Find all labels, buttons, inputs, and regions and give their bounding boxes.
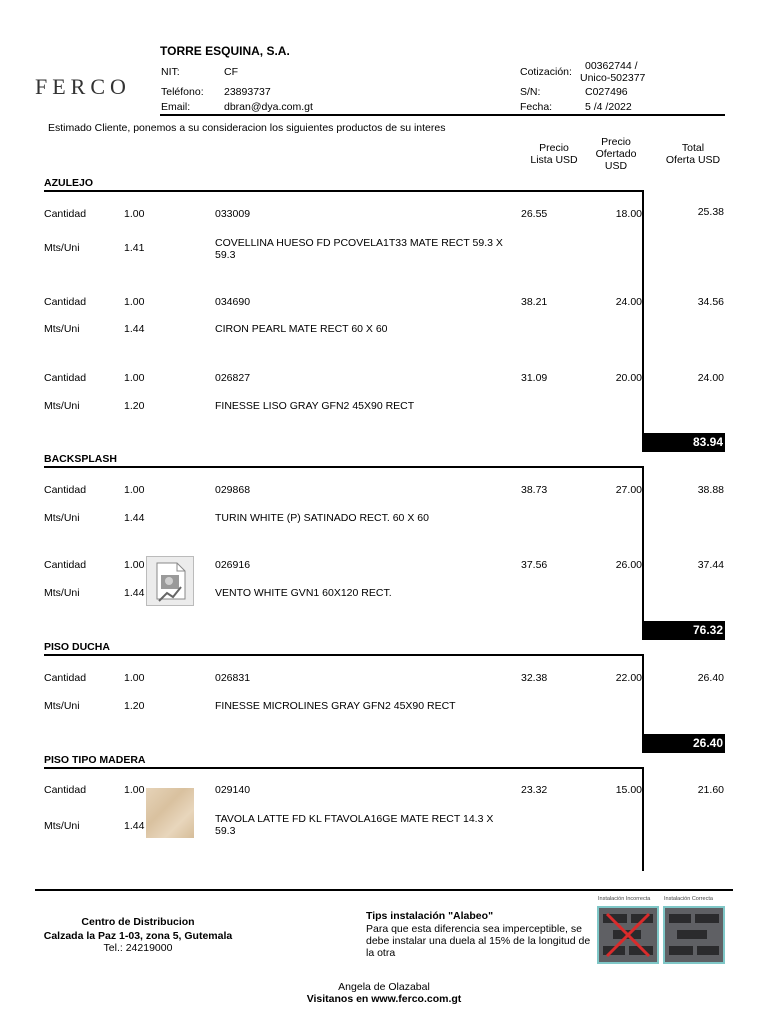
item-code: 026831 bbox=[215, 672, 251, 684]
correct-installation-image bbox=[663, 906, 725, 964]
missing-image-icon bbox=[146, 556, 194, 606]
item-list-price: 38.73 bbox=[521, 484, 548, 496]
section-vertical-rule bbox=[642, 466, 644, 621]
sales-agent: Angela de Olazabal bbox=[338, 981, 430, 993]
item-qty: 1.00 bbox=[124, 672, 145, 684]
section-vertical-rule bbox=[642, 654, 644, 734]
section-total: 83.94 bbox=[642, 433, 725, 452]
item-offer-price: 22.00 bbox=[615, 672, 642, 684]
item-code: 026827 bbox=[215, 372, 251, 384]
quantity-label: Cantidad bbox=[44, 484, 87, 496]
item-mts: 1.44 bbox=[124, 323, 145, 335]
item-list-price: 26.55 bbox=[521, 208, 548, 220]
mts-label: Mts/Uni bbox=[44, 512, 80, 524]
item-qty: 1.00 bbox=[124, 208, 145, 220]
item-qty: 1.00 bbox=[124, 372, 145, 384]
quote-value-2: Unico-502377 bbox=[580, 72, 646, 84]
item-code: 026916 bbox=[215, 559, 251, 571]
mts-label: Mts/Uni bbox=[44, 820, 80, 832]
section-total: 26.40 bbox=[642, 734, 725, 753]
section-divider bbox=[44, 190, 644, 192]
mts-label: Mts/Uni bbox=[44, 400, 80, 412]
item-code: 034690 bbox=[215, 296, 251, 308]
distribution-center-title: Centro de Distribucion bbox=[81, 916, 195, 928]
distribution-center-address: Calzada la Paz 1-03, zona 5, Gutemala bbox=[43, 930, 233, 942]
item-list-price: 37.56 bbox=[521, 559, 548, 571]
quantity-label: Cantidad bbox=[44, 296, 87, 308]
section-title: PISO DUCHA bbox=[44, 641, 110, 653]
item-total: 21.60 bbox=[697, 784, 724, 796]
item-description: FINESSE LISO GRAY GFN2 45X90 RECT bbox=[215, 400, 415, 412]
section-title: PISO TIPO MADERA bbox=[44, 754, 146, 766]
tips-wrong-label: Instalación Incorrecta bbox=[598, 896, 651, 902]
item-qty: 1.00 bbox=[124, 784, 145, 796]
section-divider bbox=[44, 466, 644, 468]
tips-title: Tips instalación "Alabeo" bbox=[366, 910, 494, 922]
item-mts: 1.41 bbox=[124, 242, 145, 254]
item-offer-price: 20.00 bbox=[615, 372, 642, 384]
tips-right-label: Instalación Correcta bbox=[664, 896, 713, 902]
item-offer-price: 15.00 bbox=[615, 784, 642, 796]
website-link: Visitanos en www.ferco.com.gt bbox=[306, 993, 462, 1005]
mts-label: Mts/Uni bbox=[44, 700, 80, 712]
item-offer-price: 18.00 bbox=[615, 208, 642, 220]
email-value: dbran@dya.com.gt bbox=[224, 101, 313, 113]
item-total: 38.88 bbox=[697, 484, 724, 496]
company-logo: FERCO bbox=[35, 74, 131, 99]
sn-value: C027496 bbox=[585, 86, 628, 98]
quote-value: 00362744 / bbox=[585, 60, 638, 72]
item-list-price: 31.09 bbox=[521, 372, 548, 384]
item-qty: 1.00 bbox=[124, 296, 145, 308]
col-list-price-line2: Lista USD bbox=[530, 154, 578, 166]
col-list-price bbox=[528, 142, 580, 166]
section-title: AZULEJO bbox=[44, 177, 94, 189]
item-total: 34.56 bbox=[697, 296, 724, 308]
col-offer-price-line1: Precio bbox=[601, 136, 631, 148]
col-total bbox=[662, 142, 724, 166]
phone-label: Teléfono: bbox=[161, 86, 204, 98]
col-offer-price-line2: Ofertado bbox=[595, 148, 637, 160]
item-qty: 1.00 bbox=[124, 559, 145, 571]
header-divider bbox=[160, 114, 725, 116]
section-vertical-rule bbox=[642, 190, 644, 433]
quote-label: Cotización: bbox=[520, 66, 572, 78]
nit-label: NIT: bbox=[161, 66, 180, 78]
quantity-label: Cantidad bbox=[44, 559, 87, 571]
item-code: 029140 bbox=[215, 784, 251, 796]
item-description: TAVOLA LATTE FD KL FTAVOLA16GE MATE RECT 14.3 X 59.3 bbox=[215, 813, 494, 837]
section-divider bbox=[44, 767, 644, 769]
col-offer-price bbox=[590, 136, 642, 172]
nit-value: CF bbox=[224, 66, 238, 78]
quantity-label: Cantidad bbox=[44, 784, 87, 796]
col-offer-price-line3: USD bbox=[604, 160, 628, 172]
item-description: VENTO WHITE GVN1 60X120 RECT. bbox=[215, 587, 392, 599]
item-qty: 1.00 bbox=[124, 484, 145, 496]
item-total: 26.40 bbox=[697, 672, 724, 684]
col-total-line2: Oferta USD bbox=[665, 154, 721, 166]
item-mts: 1.20 bbox=[124, 400, 145, 412]
col-list-price-line1: Precio bbox=[539, 142, 569, 154]
item-offer-price: 27.00 bbox=[615, 484, 642, 496]
item-total: 25.38 bbox=[697, 206, 724, 218]
item-list-price: 23.32 bbox=[521, 784, 548, 796]
tips-text: Para que esta diferencia sea imperceptible, se debe instalar una duela al 15% de la longitud de la otra bbox=[366, 923, 591, 959]
section-title: BACKSPLASH bbox=[44, 453, 117, 465]
mts-label: Mts/Uni bbox=[44, 323, 80, 335]
date-label: Fecha: bbox=[520, 101, 553, 113]
item-code: 029868 bbox=[215, 484, 251, 496]
email-label: Email: bbox=[161, 101, 191, 113]
item-mts: 1.44 bbox=[124, 512, 145, 524]
section-vertical-rule bbox=[642, 767, 644, 871]
item-mts: 1.44 bbox=[124, 587, 145, 599]
quantity-label: Cantidad bbox=[44, 208, 87, 220]
item-total: 24.00 bbox=[697, 372, 724, 384]
date-value: 5 /4 /2022 bbox=[585, 101, 632, 113]
item-description: CIRON PEARL MATE RECT 60 X 60 bbox=[215, 323, 388, 335]
incorrect-installation-image bbox=[597, 906, 659, 964]
intro-text: Estimado Cliente, ponemos a su consideracion los siguientes productos de su interes bbox=[48, 122, 446, 134]
section-divider bbox=[44, 654, 644, 656]
sn-label: S/N: bbox=[520, 86, 541, 98]
item-description: FINESSE MICROLINES GRAY GFN2 45X90 RECT bbox=[215, 700, 456, 712]
quantity-label: Cantidad bbox=[44, 672, 87, 684]
item-mts: 1.44 bbox=[124, 820, 145, 832]
item-list-price: 32.38 bbox=[521, 672, 548, 684]
item-code: 033009 bbox=[215, 208, 251, 220]
mts-label: Mts/Uni bbox=[44, 242, 80, 254]
cross-icon bbox=[599, 908, 657, 962]
distribution-center-phone: Tel.: 24219000 bbox=[103, 942, 173, 954]
item-offer-price: 24.00 bbox=[615, 296, 642, 308]
wood-tile-swatch bbox=[146, 788, 194, 838]
phone-value: 23893737 bbox=[224, 86, 271, 98]
mts-label: Mts/Uni bbox=[44, 587, 80, 599]
item-total: 37.44 bbox=[697, 559, 724, 571]
section-total: 76.32 bbox=[642, 621, 725, 640]
item-description: TURIN WHITE (P) SATINADO RECT. 60 X 60 bbox=[215, 512, 429, 524]
item-description: COVELLINA HUESO FD PCOVELA1T33 MATE RECT 59.3 X 59.3 bbox=[215, 237, 503, 261]
customer-name: TORRE ESQUINA, S.A. bbox=[160, 44, 290, 58]
item-mts: 1.20 bbox=[124, 700, 145, 712]
item-list-price: 38.21 bbox=[521, 296, 548, 308]
quantity-label: Cantidad bbox=[44, 372, 87, 384]
item-offer-price: 26.00 bbox=[615, 559, 642, 571]
col-total-line1: Total bbox=[681, 142, 705, 154]
footer-divider bbox=[35, 889, 733, 891]
